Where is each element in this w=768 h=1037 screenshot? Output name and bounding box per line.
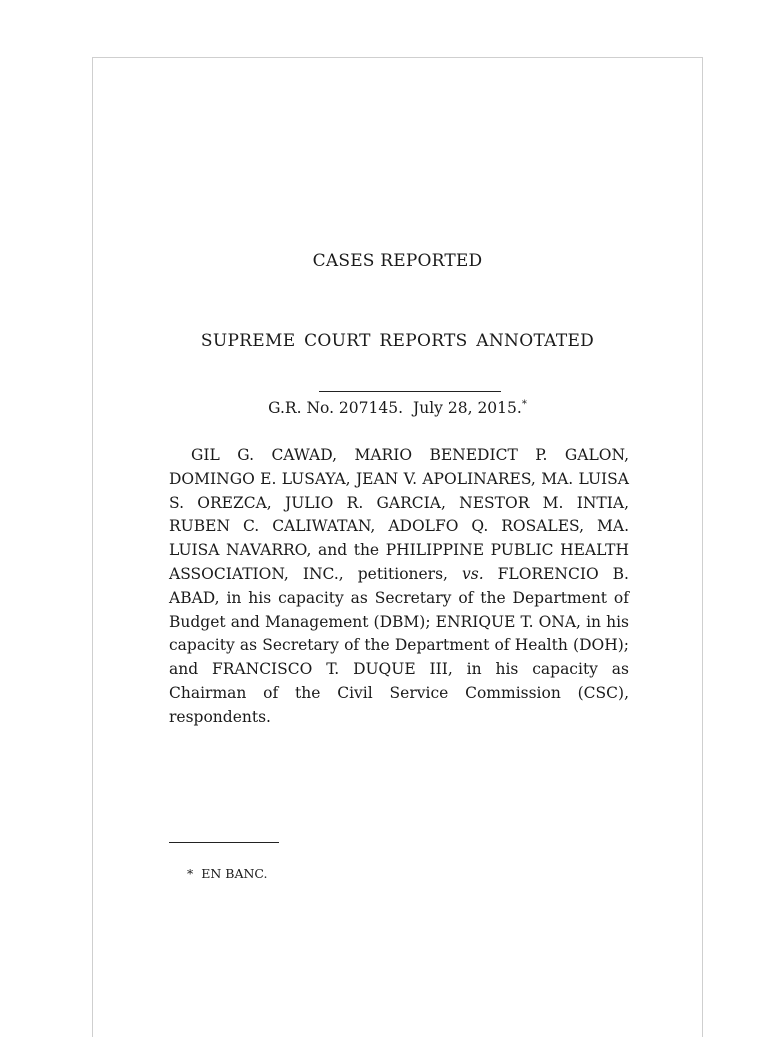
versus: vs. — [462, 564, 484, 583]
reporter-title: SUPREME COURT REPORTS ANNOTATED — [200, 331, 595, 351]
footnote — [187, 866, 268, 881]
title-rule — [319, 391, 501, 392]
case-caption — [169, 444, 629, 730]
petitioners: GIL G. CAWAD, MARIO BENEDICT P. GALON, DOMINGO E. LUSAYA, JEAN V. APOLINARES, MA. LUISA S. OREZCA, JULIO R. GARCIA, NESTOR M. INTIA, RUBEN C. CALIWATAN, ADOLFO Q. ROSALES, MA. LUISA NAVARRO, and the PHILIPPINE PUBLIC HEALTH ASSOCIATION, INC., petitioners, — [169, 446, 629, 583]
footnote-mark: * — [187, 866, 194, 881]
respondents: FLORENCIO B. ABAD, in his capacity as Secretary of the Department of Budget and Management (DBM); ENRIQUE T. ONA, in his capacity as Secretary of the Department of Health (DOH); and FRANCISCO T. DUQUE III, in his capacity as Chairman of the Civil Service Commission (CSC), respondents. — [169, 564, 629, 726]
date-footnote-mark: * — [521, 399, 527, 410]
cases-reported-heading: CASES REPORTED — [312, 251, 483, 271]
footnote-rule — [169, 842, 279, 843]
document-page — [92, 57, 703, 1037]
case-date: July 28, 2015. — [413, 399, 522, 418]
footnote-text: EN BANC. — [201, 866, 268, 881]
gr-number: G.R. No. 207145. — [268, 399, 404, 418]
case-citation — [93, 399, 702, 417]
